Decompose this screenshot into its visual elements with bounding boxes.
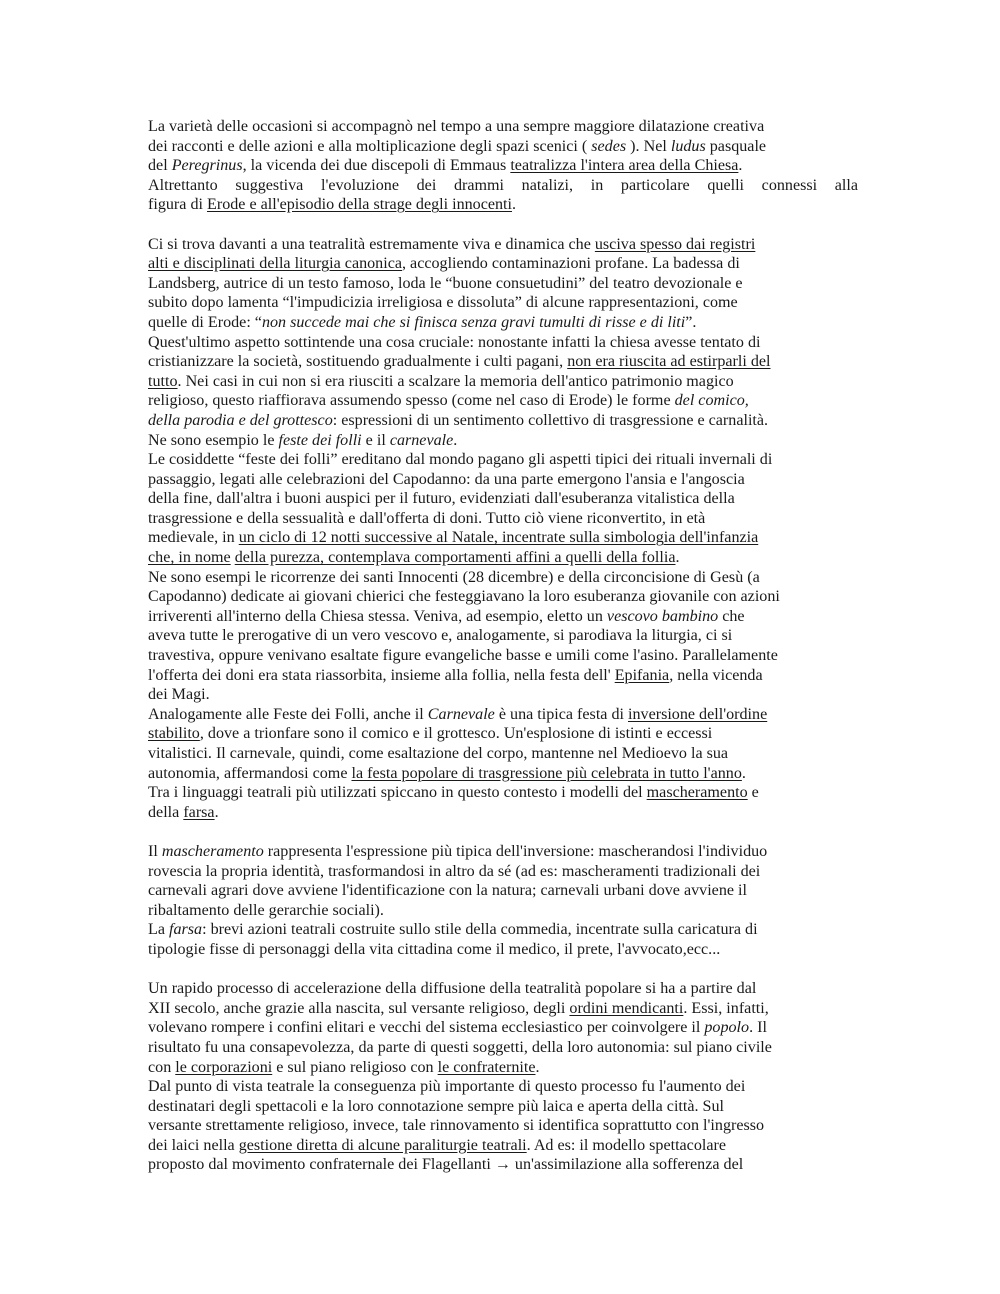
text-line [148,783,858,803]
text-run: e [747,784,759,802]
text-run: l'offerta dei doni era stata riassorbita, insieme alla follia, nella festa dell' [148,666,615,684]
text-run: ribaltamento delle gerarchie sociali). [148,901,384,919]
text-run: che [718,607,745,625]
paragraph-gap [148,960,858,980]
text-run: autonomia, affermandosi come [148,764,352,782]
text-line [148,333,858,353]
text-run: religioso, questo riaffiorava assumendo spesso (come nel caso di Erode) le forme [148,392,675,410]
text-run: dei racconti e delle azioni e alla moltiplicazione degli spazi scenici ( [148,137,592,155]
text-line [148,391,858,411]
text-run: quelle di Erode: “ [148,313,262,331]
italic-text: feste dei folli [278,431,362,449]
text-run: . Nei casi in cui non si era riusciti a scalzare la memoria dell'antico patrimonio magico [177,372,734,390]
underlined-text: non era riuscita ad estirparli del [567,353,771,371]
text-line [148,489,858,509]
text-run: . Il [749,1019,767,1037]
text-line [148,313,858,333]
italic-text: del comico, [674,392,749,410]
text-run: . [675,549,680,567]
underlined-text: stabilito [148,725,200,743]
text-line [148,372,858,392]
text-line [148,117,858,137]
text-run: . [741,764,746,782]
italic-text: Carnevale [427,705,495,723]
text-run: con [148,1058,176,1076]
text-line [148,1155,858,1175]
text-line [148,646,858,666]
text-run: trasgressione e della sessualità e dall'offerta di doni. Tutto ciò viene riconvertito, in età [148,509,706,527]
text-line [148,666,858,686]
text-line [148,744,858,764]
text-run: Capodanno) dedicate ai giovani chierici che festeggiavano la loro esuberanza giovanile con azioni [148,588,780,606]
text-run: dei Magi. [148,686,210,704]
text-run: carnevali agrari dove avviene l'identificazione con la natura; carnevali urbani dove avviene il [148,882,747,900]
text-line [148,274,858,294]
text-run: La varietà delle occasioni si accompagnò nel tempo a una sempre maggiore dilatazione creativa [148,118,765,135]
underlined-text: che, in nome [148,549,231,567]
text-line [148,254,858,274]
underlined-text: usciva spesso dai registri [594,235,756,253]
text-run: è una tipica festa di [494,705,628,723]
text-run: e il [361,431,390,449]
paragraph [148,842,858,960]
paragraph-gap [148,215,858,235]
text-run: volevano rompere i confini elitari e vecchi del sistema ecclesiastico per coinvolgere il [148,1019,705,1037]
text-run: Landsberg, autrice di un testo famoso, loda le “buone consuetudini” del teatro devozionale e [148,274,743,292]
text-line [148,568,858,588]
underlined-text: gestione diretta di alcune paraliturgie teatrali [238,1136,527,1154]
text-line [148,1058,858,1078]
text-run: medievale, in [148,529,239,547]
text-line [148,1097,858,1117]
italic-text: farsa [169,921,203,939]
text-line [148,979,858,999]
text-run: . [738,157,743,175]
text-line [148,764,858,784]
text-line [148,803,858,823]
text-run: vitalistici. Il carnevale, quindi, come esaltazione del corpo, mantenne nel Medioevo la sua [148,745,729,762]
text-line [148,137,858,157]
text-run: ”. [685,313,697,331]
text-run: rovescia la propria identità, trasformandosi in altro da sé (ad es: mascheramenti tradizionali dei [148,862,761,880]
text-line [148,509,858,529]
text-run: . Essi, infatti, [683,999,769,1017]
text-run: , accogliendo contaminazioni profane. La badessa di [402,255,740,273]
underlined-text: mascheramento [646,784,748,802]
text-run: Ne sono esempi le ricorrenze dei santi Innocenti (28 dicembre) e della circoncisione di Gesù (a [148,568,760,586]
text-run: : brevi azioni teatrali costruite sullo stile della commedia, incentrate sulla caricatura di [202,921,758,939]
paragraph [148,979,858,1175]
text-line [148,411,858,431]
text-run: versante strettamente religioso, invece, tale rinnovamento si identifica soprattutto con l'ingresso [148,1117,765,1135]
text-line [148,999,858,1019]
text-line [148,685,858,705]
text-run: , nella vicenda [669,666,763,684]
underlined-text: le confraternite [437,1058,536,1076]
text-run: tipologie fisse di personaggi della vita cittadina come il medico, il prete, l'avvocato,ecc... [148,940,721,958]
text-line [148,1038,858,1058]
text-line [148,293,858,313]
text-run: La [148,921,169,939]
text-run: dei laici nella [148,1136,239,1154]
text-line [148,901,858,921]
text-run: Dal punto di vista teatrale la conseguenza più importante di questo processo fu l'aumento dei [148,1078,746,1096]
underlined-text: la festa popolare di trasgressione più celebrata in tutto l'anno [351,764,742,782]
document-body [148,117,858,1175]
text-run: , la vicenda dei due discepoli di Emmaus [242,157,511,175]
underlined-text: farsa [183,803,215,821]
text-run: . Ad es: il modello spettacolare [526,1136,726,1154]
underlined-text: le corporazioni [175,1058,273,1076]
italic-text: carnevale [389,431,454,449]
italic-text: sedes [591,137,627,155]
underlined-text: tutto [148,372,178,390]
text-run: subito dopo lamenta “l'impudicizia irreligiosa e dissoluta” di alcune rappresentazioni, come [148,294,738,312]
text-line [148,548,858,568]
text-line [148,176,858,196]
text-run: risultato fu una consapevolezza, da parte di questi soggetti, della loro autonomia: sul piano civile [148,1038,772,1056]
text-run: destinatari degli spettacoli e la loro connotazione sempre più laica e aperta della città. Sul [148,1097,725,1115]
paragraph-gap [148,822,858,842]
text-run: cristianizzare la società, sostituendo gradualmente i culti pagani, [148,353,568,371]
underlined-text: ordini mendicanti [569,999,684,1017]
text-run: Le cosiddette “feste dei folli” ereditano dal mondo pagano gli aspetti tipici dei rituali invernali di [148,451,773,469]
text-line [148,1018,858,1038]
italic-text: vescovo bambino [606,607,719,625]
text-run: . [535,1058,540,1076]
text-run: aveva tutte le prerogative di un vero vescovo e, analogamente, si parodiava la liturgia, ci si [148,627,733,645]
text-run: Tra i linguaggi teatrali più utilizzati spiccano in questo contesto i modelli del [148,784,647,802]
paragraph [148,235,858,823]
underlined-text: della purezza, contemplava comportamenti affini a quelli della follia [234,549,676,567]
text-run: figura di [148,196,207,214]
text-line [148,235,858,255]
italic-text: mascheramento [161,842,264,860]
text-line [148,881,858,901]
text-run: Un rapido processo di accelerazione della diffusione della teatralità popolare si ha a partire dal [148,980,757,998]
text-line [148,528,858,548]
text-line [148,862,858,882]
text-run: della [148,803,184,821]
text-run: proposto dal movimento confraternale dei Flagellanti → un'assimilazione alla sofferenza del [148,1156,744,1174]
text-line [148,587,858,607]
text-run: della fine, dall'altra i buoni auspici per il futuro, evidenziati dall'esuberanza vitalistica della [148,490,735,508]
italic-text: popolo [704,1019,750,1037]
text-line [148,607,858,627]
text-run: pasquale [705,137,767,155]
text-run: travestiva, oppure venivano esaltate figure evangeliche basse e umili come l'asino. Parallelamente [148,647,778,665]
text-run: passaggio, legati alle celebrazioni del Capodanno: da una parte emergono l'ansia e l'angoscia [148,470,745,488]
text-line [148,450,858,470]
underlined-text: un ciclo di 12 notti successive al Natale, incentrate sulla simbologia dell'infanzia [238,529,759,547]
text-line [148,920,858,940]
text-line [148,842,858,862]
text-line [148,705,858,725]
text-line [148,626,858,646]
italic-text: Peregrinus [171,157,243,175]
text-line [148,1077,858,1097]
text-line [148,1136,858,1156]
text-run: Ci si trova davanti a una teatralità estremamente viva e dinamica che [148,235,595,253]
paragraph [148,117,858,215]
text-run: . [512,196,517,214]
text-run: . [453,431,458,449]
text-run: ). Nel [626,137,671,155]
text-line [148,940,858,960]
text-run: Analogamente alle Feste dei Folli, anche il [148,705,428,723]
text-run: Ne sono esempio le [148,431,279,449]
text-run: : espressioni di un sentimento collettivo di trasgressione e carnalità. [332,411,769,429]
text-run: rappresenta l'espressione più tipica dell'inversione: mascherandosi l'individuo [263,842,768,860]
text-line [148,352,858,372]
text-run: , dove a trionfare sono il comico e il grottesco. Un'esplosione di istinti e eccessi [199,725,713,743]
text-run: Quest'ultimo aspetto sottintende una cosa cruciale: nonostante infatti la chiesa avesse tentato di [148,333,761,351]
italic-text: non succede mai che si finisca senza gravi tumulti di risse e di liti [261,313,686,331]
text-line [148,195,858,215]
text-run: Il [148,842,162,860]
text-run: e sul piano religioso con [272,1058,438,1076]
text-run: irriverenti all'interno della Chiesa stessa. Veniva, ad esempio, eletto un [148,607,607,625]
underlined-text: alti e disciplinati della liturgia canonica [148,255,402,273]
underlined-text: teatralizza l'intera area della Chiesa [510,157,739,175]
underlined-text: inversione dell'ordine [628,705,768,723]
italic-text: ludus [670,137,706,155]
underlined-text: Epifania [614,666,670,684]
text-run: del [148,157,172,175]
text-line [148,156,858,176]
text-line [148,470,858,490]
underlined-text: Erode e all'episodio della strage degli innocenti [207,196,513,214]
text-line [148,724,858,744]
text-run: XII secolo, anche grazie alla nascita, sul versante religioso, degli [148,999,570,1017]
text-line [148,1116,858,1136]
italic-text: della parodia e del grottesco [148,411,333,429]
text-run: . [214,803,219,821]
text-run: Altrettanto suggestiva l'evoluzione dei drammi natalizi, in particolare quelli connessi alla [148,176,858,194]
text-line [148,431,858,451]
